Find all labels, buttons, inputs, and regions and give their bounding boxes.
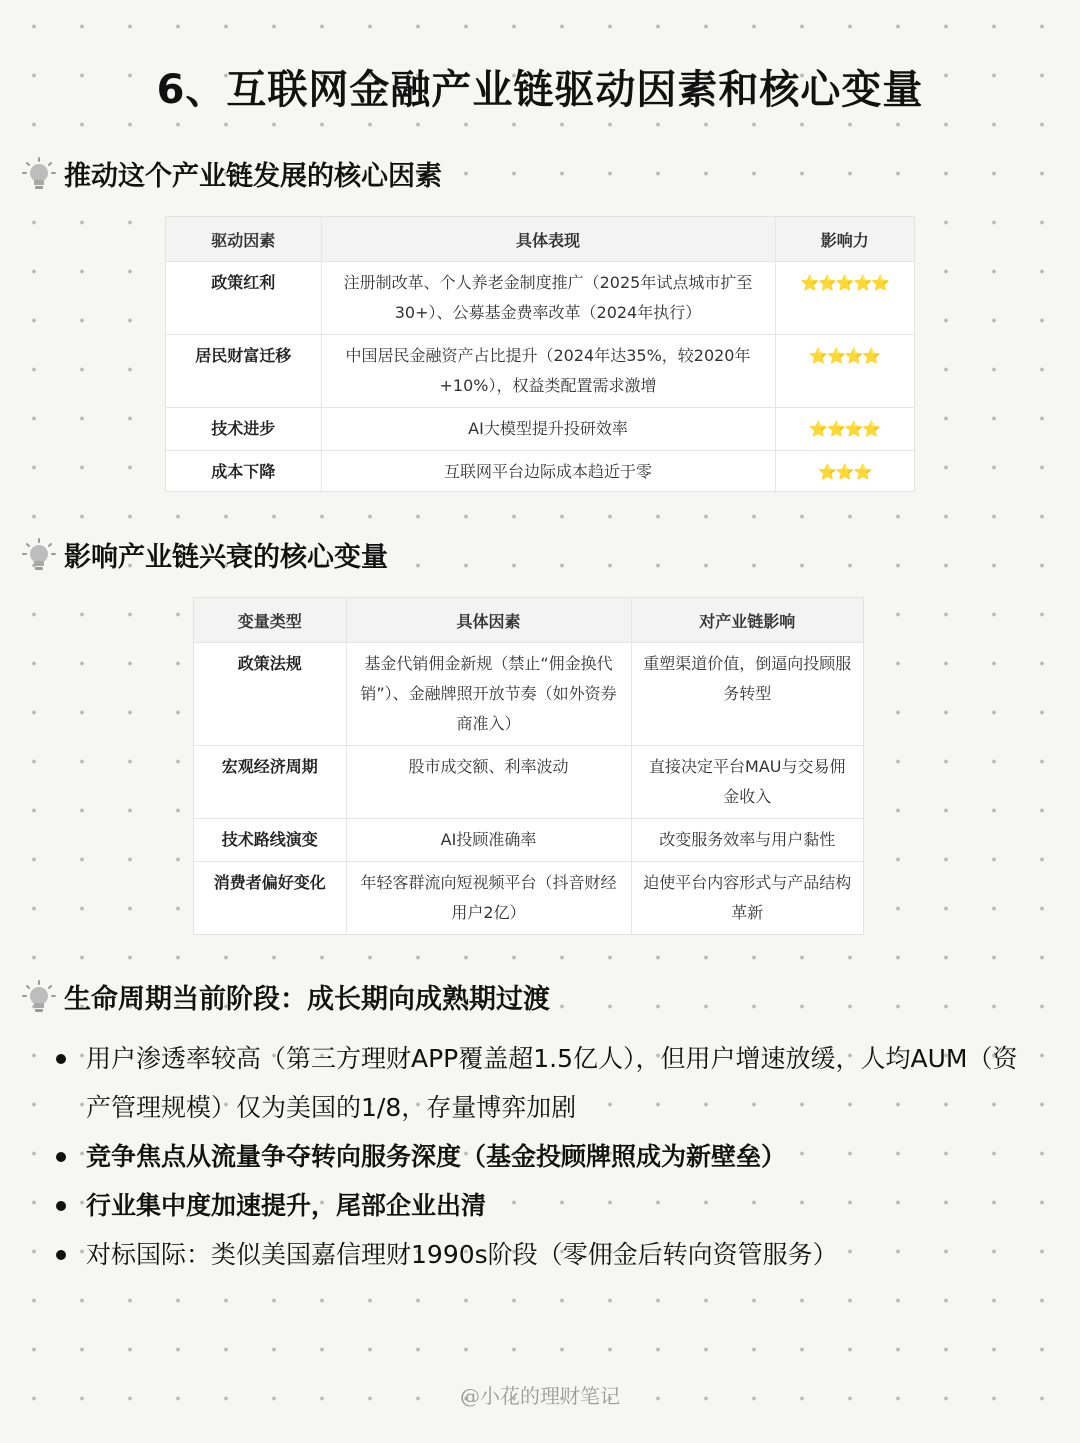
section-heading-lifecycle (22, 977, 550, 1016)
lightbulb-icon (22, 980, 56, 1014)
star-icon: ⭐⭐⭐⭐⭐ (800, 274, 889, 292)
star-icon: ⭐⭐⭐⭐ (809, 347, 881, 365)
table-row (166, 335, 914, 408)
star-icon: ⭐⭐⭐⭐ (809, 420, 881, 438)
variable-factor: 年轻客群流向短视频平台（抖音财经用户2亿） (346, 862, 631, 935)
driver-factor: 政策红利 (166, 262, 321, 335)
drivers-table-card (165, 216, 915, 492)
variable-impact: 迫使平台内容形式与产品结构革新 (643, 873, 852, 922)
driver-factor: 技术进步 (166, 408, 321, 451)
variable-impact: 直接决定平台MAU与交易佣金收入 (631, 746, 863, 819)
impact-stars (775, 451, 914, 494)
star-icon: ⭐⭐⭐ (818, 463, 872, 481)
page-title: 6、互联网金融产业链驱动因素和核心变量 (156, 67, 924, 113)
variables-table (194, 598, 863, 934)
list-item-text: 用户渗透率较高（第三方理财APP覆盖超1.5亿人），但用户增速放缓，人均AUM（资产管理规模）仅为美国的1/8，存量博弈加剧 (86, 1044, 1018, 1122)
variable-factor: 股市成交额、利率波动 (346, 746, 631, 819)
table-header-row (194, 598, 863, 643)
list-item-text: 对标国际：类似美国嘉信理财1990s阶段（零佣金后转向资管服务） (86, 1240, 838, 1269)
variable-type: 宏观经济周期 (194, 746, 346, 819)
driver-detail: 互联网平台边际成本趋近于零 (321, 451, 775, 494)
variable-factor: AI投顾准确率 (346, 819, 631, 862)
variable-factor: 基金代销佣金新规（禁止“佣金换代销”）、金融牌照开放节奏（如外资券商准入） (346, 643, 631, 746)
list-item-text: 竞争焦点从流量争夺转向服务深度（基金投顾牌照成为新壁垒） (86, 1142, 787, 1171)
list-item (52, 1181, 1022, 1230)
table-row (194, 643, 863, 746)
variable-type: 政策法规 (194, 643, 346, 746)
bullet-dot-icon (56, 1054, 66, 1064)
watermark: @小花的理财笔记 (460, 1384, 620, 1408)
table-row (166, 451, 914, 494)
section-heading-variables (22, 535, 388, 574)
column-header: 变量类型 (194, 598, 346, 643)
drivers-table (166, 217, 914, 493)
bullet-dot-icon (56, 1152, 66, 1162)
lightbulb-icon (22, 157, 56, 191)
lifecycle-bullet-list (52, 1034, 1022, 1279)
table-row (166, 262, 914, 335)
section-heading-text: 生命周期当前阶段：成长期向成熟期过渡 (64, 984, 550, 1015)
variable-type: 技术路线演变 (194, 819, 346, 862)
list-item (52, 1132, 1022, 1181)
table-row (194, 746, 863, 819)
driver-factor: 成本下降 (166, 451, 321, 494)
table-row (194, 819, 863, 862)
impact-stars (775, 408, 914, 451)
lightbulb-icon (22, 538, 56, 572)
variable-type: 消费者偏好变化 (194, 862, 346, 935)
column-header: 具体因素 (346, 598, 631, 643)
impact-stars (775, 262, 914, 335)
bullet-dot-icon (56, 1250, 66, 1260)
column-header: 具体表现 (321, 217, 775, 262)
column-header: 影响力 (775, 217, 914, 262)
driver-factor: 居民财富迁移 (166, 335, 321, 408)
section-heading-text: 推动这个产业链发展的核心因素 (64, 161, 442, 192)
variables-table-card (193, 597, 864, 935)
column-header: 驱动因素 (166, 217, 321, 262)
bullet-dot-icon (56, 1201, 66, 1211)
driver-detail: 中国居民金融资产占比提升（2024年达35%，较2020年+10%），权益类配置需求激增 (321, 335, 775, 408)
column-header: 对产业链影响 (631, 598, 863, 643)
table-header-row (166, 217, 914, 262)
impact-stars (775, 335, 914, 408)
variable-impact: 改变服务效率与用户黏性 (631, 819, 863, 862)
list-item (52, 1034, 1022, 1132)
section-heading-text: 影响产业链兴衰的核心变量 (64, 542, 388, 573)
list-item (52, 1230, 1022, 1279)
variable-impact: 重塑渠道价值，倒逼向投顾服务转型 (631, 643, 863, 746)
table-row (166, 408, 914, 451)
table-row (194, 862, 863, 935)
section-heading-drivers (22, 154, 442, 193)
driver-detail: 注册制改革、个人养老金制度推广（2025年试点城市扩至30+）、公募基金费率改革（2024年执行） (321, 262, 775, 335)
driver-detail: AI大模型提升投研效率 (321, 408, 775, 451)
list-item-text: 行业集中度加速提升，尾部企业出清 (86, 1191, 487, 1220)
